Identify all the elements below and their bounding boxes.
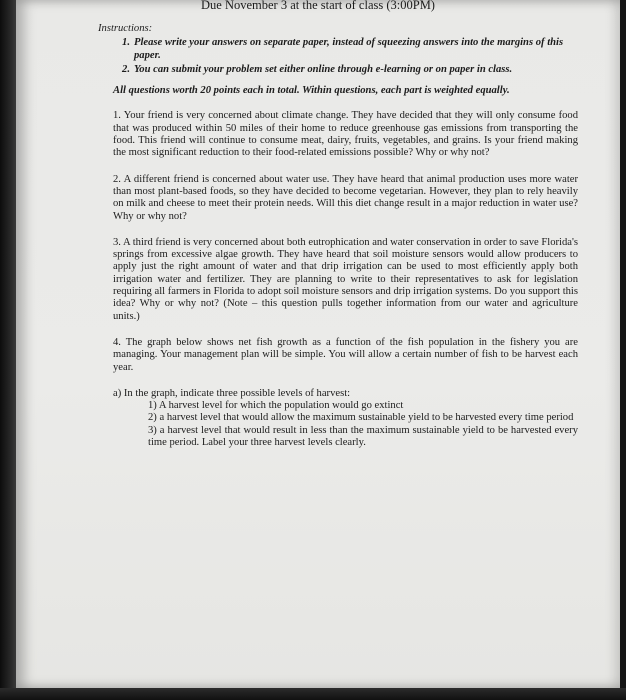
part-a-item: 2) a harvest level that would allow the maximum sustainable yield to be harvested every time period bbox=[148, 412, 574, 424]
photo-bottom-edge bbox=[0, 688, 626, 700]
instruction-number: 1. bbox=[122, 37, 130, 49]
due-date-header: Due November 3 at the start of class (3:00PM) bbox=[201, 0, 435, 12]
part-a-lead: a) In the graph, indicate three possible levels of harvest: bbox=[113, 387, 351, 399]
question-2: 2. A different friend is concerned about water use. They have heard that animal production uses more water than most plant-based foods, so they have decided to become vegetarian. However, they plan to rely heavily on milk and cheese to meet their protein needs. Will this diet change result in a major reduction in water use? Why or why not? bbox=[113, 173, 578, 222]
instruction-item bbox=[98, 37, 578, 62]
question-4-part-a bbox=[113, 388, 578, 449]
question-3: 3. A third friend is very concerned about both eutrophication and water conservation in order to save Florida's springs from excessive algae growth. They have heard that soil moisture sensors would allow producers to apply just the right amount of water and that drip irrigation can be used to most efficiently apply both irrigation water and fertilizer. They are planning to write to their representatives to ask for legislation requiring all farmers in Florida to adopt soil moisture sensors and drip irrigation systems. Do you support this idea? Why or why not? (Note – this question pulls together information from our water and agriculture units.) bbox=[113, 236, 578, 322]
document-body bbox=[98, 23, 578, 449]
instruction-text: Please write your answers on separate paper, instead of squeezing answers into the margins of this paper. bbox=[134, 37, 564, 61]
photo-right-edge bbox=[620, 0, 626, 700]
question-1: 1. Your friend is very concerned about climate change. They have decided that they will only consume food that was produced within 50 miles of their home to reduce greenhouse gas emissions from transporting the food. This friend will continue to consume meat, dairy, fruits, vegetables, and grains. Is your friend making the most significant reduction to their food-related emissions possible? Why or why not? bbox=[113, 110, 578, 159]
instruction-text: You can submit your problem set either online through e-learning or on paper in class. bbox=[134, 63, 513, 75]
instructions-list bbox=[98, 37, 578, 76]
instruction-number: 2. bbox=[122, 63, 130, 75]
instructions-heading: Instructions: bbox=[98, 23, 153, 34]
part-a-item: 1) A harvest level for which the population would go extinct bbox=[148, 400, 404, 412]
question-4: 4. The graph below shows net fish growth as a function of the fish population in the fishery you are managing. Your management plan will be simple. You will allow a certain number of fish to be harvest each year. bbox=[113, 336, 578, 373]
part-a-items bbox=[148, 400, 578, 449]
part-a-item: 3) a harvest level that would result in less than the maximum sustainable yield to be harvested every time period. Label your three harvest levels clearly. bbox=[148, 424, 578, 449]
scoring-note: All questions worth 20 points each in total. Within questions, each part is weighted equally. bbox=[113, 85, 510, 97]
photo-left-edge bbox=[0, 0, 16, 700]
document-page bbox=[16, 0, 620, 688]
instruction-item bbox=[98, 64, 578, 76]
